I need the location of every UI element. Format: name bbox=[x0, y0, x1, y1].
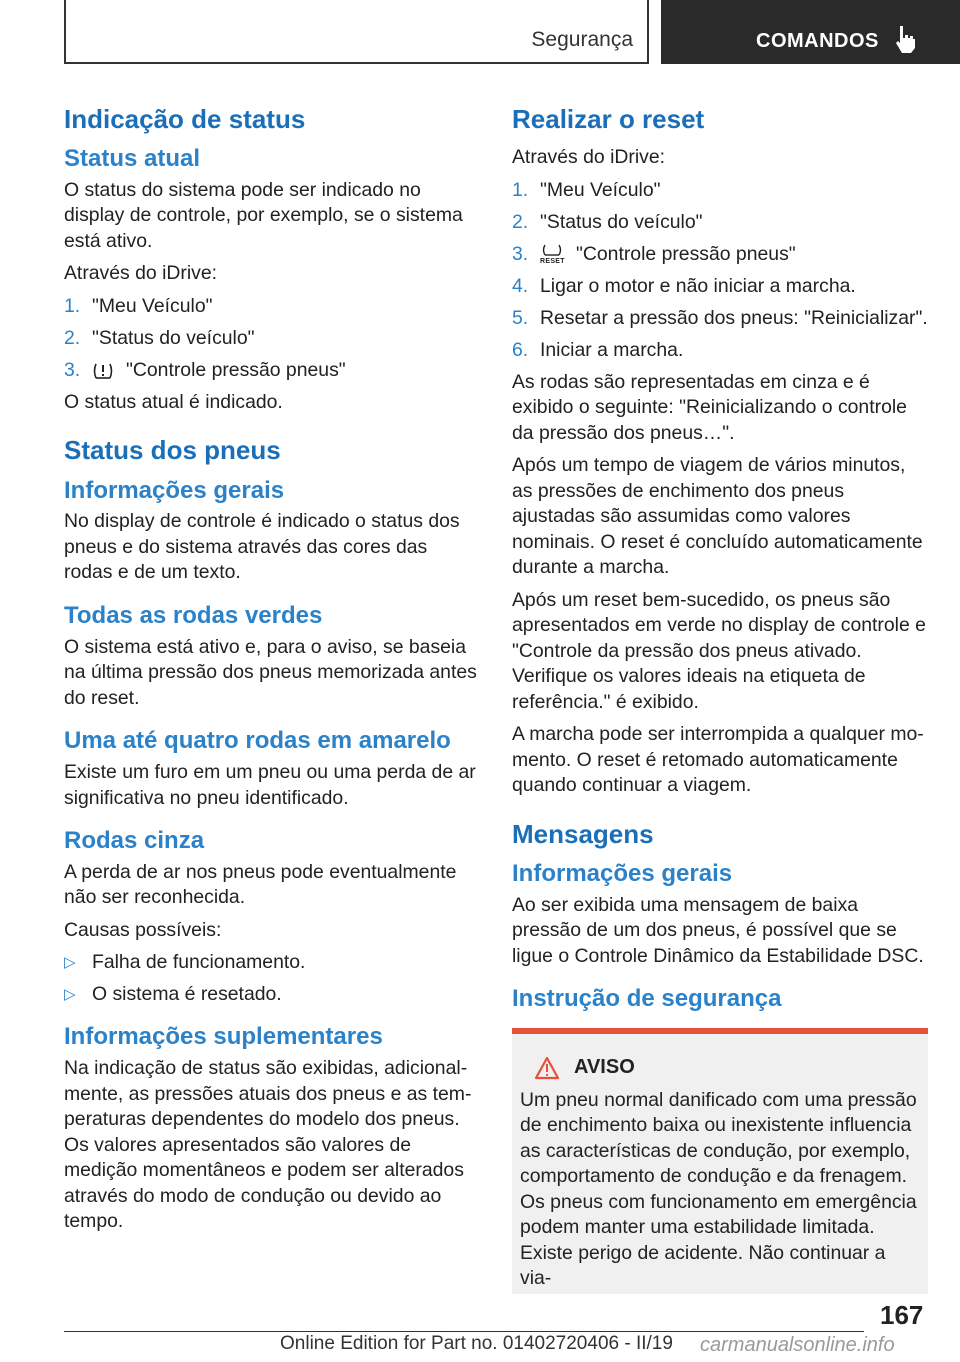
step-text: Ligar o motor e não iniciar a marcha. bbox=[540, 274, 856, 297]
heading-safety-instruction: Instrução de segurança bbox=[512, 985, 782, 1013]
warning-title-text: AVISO bbox=[574, 1056, 635, 1079]
reset-icon-label: RESET bbox=[540, 257, 565, 265]
list-item bbox=[512, 338, 928, 363]
step-text: "Meu Veículo" bbox=[92, 294, 213, 317]
warning-box bbox=[512, 1028, 928, 1294]
right-column bbox=[512, 96, 928, 1294]
header-section-title: Segurança bbox=[531, 28, 633, 51]
list-item bbox=[64, 326, 480, 351]
list-item bbox=[512, 242, 928, 267]
list-item bbox=[512, 306, 928, 331]
tire-reset-icon bbox=[540, 244, 564, 266]
paragraph: No display de controle é indicado o status dos pneus e do sistema através das cores das rodas e de um texto. bbox=[64, 510, 460, 584]
heading-yellow-wheels: Uma até quatro rodas em amarelo bbox=[64, 727, 451, 755]
paragraph: Na indicação de status são exibidas, adicionalmente, as pressões atuais dos pneus e as temperaturas dependentes do modelo dos pneus. Os valores apresentados são valores de medição momentâneos e podem ser alterados através do modo de condução ou devido ao tempo. bbox=[64, 1057, 472, 1233]
paragraph: O sistema está ativo e, para o aviso, se baseia na última pressão dos pneus memorizada antes do reset. bbox=[64, 635, 477, 709]
heading-tire-status: Status dos pneus bbox=[64, 435, 281, 466]
paragraph: O status atual é indicado. bbox=[64, 390, 283, 413]
list-item-text: Falha de funcionamento. bbox=[92, 951, 306, 974]
heading-all-green: Todas as rodas verdes bbox=[64, 601, 323, 629]
step-number: 2. bbox=[512, 210, 529, 233]
list-item bbox=[64, 358, 480, 383]
heading-messages: Mensagens bbox=[512, 818, 654, 849]
paragraph: A marcha pode ser interrompida a qualquer momento. O reset é retomado automaticamente quando continuar a viagem. bbox=[512, 723, 924, 797]
pointing-hand-icon bbox=[893, 24, 919, 54]
header-chapter-box bbox=[661, 0, 960, 64]
step-number: 6. bbox=[512, 338, 529, 361]
list-item bbox=[512, 178, 928, 203]
step-text: "Status do veículo" bbox=[92, 326, 255, 349]
triangle-bullet-icon: ▷ bbox=[64, 954, 76, 972]
step-text: "Controle pressão pneus" bbox=[126, 358, 346, 381]
step-number: 3. bbox=[512, 242, 529, 265]
warning-title bbox=[520, 1056, 920, 1080]
step-text: "Status do veículo" bbox=[540, 210, 703, 233]
heading-general-info: Informações gerais bbox=[512, 859, 733, 887]
heading-status-indication: Indicação de status bbox=[64, 104, 306, 134]
heading-general-info: Informações gerais bbox=[64, 476, 285, 504]
paragraph: As rodas são representadas em cinza e é exibido o seguinte: "Reinicializando o controle da pressão dos pneus…". bbox=[512, 370, 907, 444]
header-section-box bbox=[64, 0, 649, 64]
tire-pressure-warning-icon bbox=[92, 361, 114, 381]
header-chapter-title: COMANDOS bbox=[756, 30, 879, 52]
paragraph: Através do iDrive: bbox=[512, 146, 666, 169]
list-item bbox=[64, 982, 480, 1007]
paragraph: Ao ser exibida uma mensagem de baixa pressão de um dos pneus, é possível que se ligue o Controle Dinâmico da Estabilidade DSC. bbox=[512, 893, 924, 967]
list-item bbox=[64, 950, 480, 975]
paragraph: A perda de ar nos pneus pode eventualmente não ser reconhecida. bbox=[64, 860, 457, 909]
step-number: 3. bbox=[64, 358, 81, 381]
heading-supplementary-info: Informações suplementares bbox=[64, 1023, 383, 1051]
heading-current-status: Status atual bbox=[64, 145, 201, 173]
paragraph: Causas possíveis: bbox=[64, 918, 222, 941]
page-number: 167 bbox=[880, 1300, 924, 1330]
list-item bbox=[512, 210, 928, 235]
list-item-text: O sistema é resetado. bbox=[92, 983, 282, 1006]
step-text: "Controle pressão pneus" bbox=[576, 242, 796, 265]
heading-perform-reset: Realizar o reset bbox=[512, 104, 705, 134]
step-number: 1. bbox=[512, 178, 529, 201]
warning-triangle-icon bbox=[534, 1056, 560, 1080]
footer-edition: Online Edition for Part no. 01402720406 - II/19 bbox=[280, 1333, 673, 1354]
list-item bbox=[64, 294, 480, 319]
paragraph: Após um reset bem-sucedido, os pneus são apresentados em verde no display de controle e "Controle da pressão dos pneus ativado. Verifique os valores ideais na etiqueta de referência." é exibido. bbox=[512, 588, 926, 713]
step-number: 5. bbox=[512, 306, 529, 329]
step-number: 2. bbox=[64, 326, 81, 349]
list-item bbox=[512, 274, 928, 299]
step-number: 1. bbox=[64, 294, 81, 317]
watermark: carmanualsonline.info bbox=[700, 1334, 895, 1356]
step-text: "Meu Veículo" bbox=[540, 178, 661, 201]
triangle-bullet-icon: ▷ bbox=[64, 986, 76, 1004]
warning-text: Um pneu normal danificado com uma pressão de enchimento baixa ou inexistente influencia as características de condução, por exemplo, comportamento de condução e da frenagem. Os pneus com funcionamento em emergência podem manter uma estabilidade limitada. Existe perigo de acidente. Não continuar a via- bbox=[520, 1088, 917, 1290]
step-list bbox=[512, 178, 928, 363]
paragraph: O status do sistema pode ser indicado no display de controle, por exemplo, se o sistema está ativo. bbox=[64, 178, 463, 252]
causes-list bbox=[64, 950, 480, 1007]
heading-gray-wheels: Rodas cinza bbox=[64, 827, 205, 855]
paragraph: Após um tempo de viagem de vários minutos, as pressões de enchimento dos pneus ajustadas são assumidas como valores nominais. O reset é concluído automaticamente durante a marcha. bbox=[512, 454, 923, 579]
paragraph: Através do iDrive: bbox=[64, 262, 218, 285]
footer-divider bbox=[64, 1331, 864, 1332]
step-list bbox=[64, 294, 480, 383]
left-column bbox=[64, 96, 480, 1242]
paragraph: Existe um furo em um pneu ou uma perda de ar significativa no pneu identificado. bbox=[64, 761, 476, 809]
step-number: 4. bbox=[512, 274, 529, 297]
step-text: Resetar a pressão dos pneus: "Reinicializar". bbox=[540, 306, 928, 329]
step-text: Iniciar a marcha. bbox=[540, 338, 684, 361]
